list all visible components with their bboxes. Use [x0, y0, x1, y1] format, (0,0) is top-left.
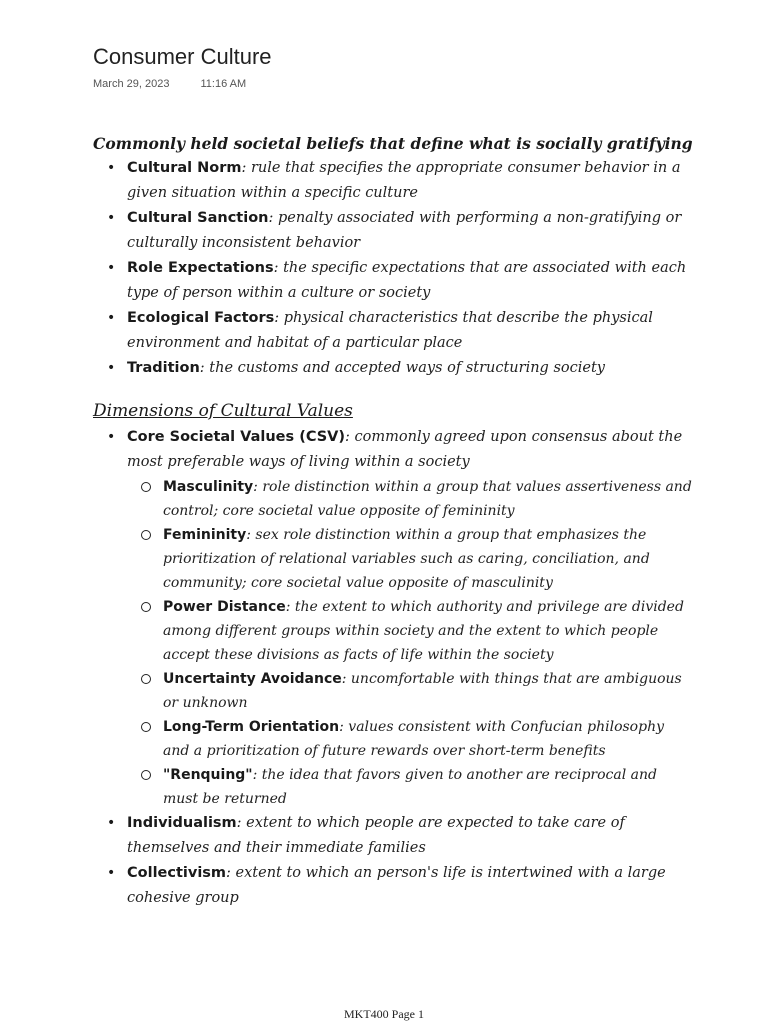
- term: Masculinity: [163, 479, 254, 495]
- definition: : the specific expectations that are associated with each type of person within a culture or society: [127, 260, 687, 301]
- definition: : penalty associated with performing a non-gratifying or culturally inconsistent behavior: [127, 210, 682, 251]
- page-footer: MKT400 Page 1: [344, 1007, 424, 1021]
- sub-list-item: [163, 763, 693, 811]
- term: Role Expectations: [127, 260, 274, 276]
- note-body: [93, 132, 693, 911]
- definition: : the idea that favors given to another are reciprocal and must be returned: [163, 767, 657, 807]
- term: Long-Term Orientation: [163, 719, 340, 735]
- section-heading-dimensions: Dimensions of Cultural Values: [93, 401, 353, 421]
- term: Individualism: [127, 815, 237, 831]
- term: Tradition: [127, 360, 200, 376]
- term: Ecological Factors: [127, 310, 275, 326]
- term: Cultural Norm: [127, 160, 242, 176]
- list-item: [127, 811, 693, 861]
- list-item: [127, 861, 693, 911]
- term: Core Societal Values (CSV): [127, 429, 346, 445]
- term: Uncertainty Avoidance: [163, 671, 342, 687]
- note-time: 11:16 AM: [200, 78, 247, 90]
- term: Collectivism: [127, 865, 227, 881]
- definition: : the extent to which authority and privilege are divided among different groups within society and the extent to which people accept these divisions as facts of life within the society: [163, 599, 684, 663]
- sub-list-item: [163, 595, 693, 667]
- list-item: [127, 356, 693, 381]
- term: Power Distance: [163, 599, 286, 615]
- definition: : uncomfortable with things that are ambiguous or unknown: [163, 671, 682, 711]
- sub-list-item: [163, 475, 693, 523]
- list-item: [127, 206, 693, 256]
- csv-sublist: [127, 475, 693, 811]
- section-heading-beliefs: Commonly held societal beliefs that define what is socially gratifying: [93, 134, 693, 153]
- note-date: March 29, 2023: [93, 78, 170, 90]
- list-item: [127, 425, 693, 811]
- page-title: Consumer Culture: [93, 44, 272, 69]
- definition: : extent to which people are expected to take care of themselves and their immediate families: [127, 815, 625, 856]
- definition: : sex role distinction within a group that emphasizes the prioritization of relational variables such as caring, conciliation, and community; core societal value opposite of masculinity: [163, 527, 650, 591]
- sub-list-item: [163, 667, 693, 715]
- term: Cultural Sanction: [127, 210, 269, 226]
- definition: : extent to which an person's life is intertwined with a large cohesive group: [127, 865, 666, 906]
- definition: : commonly agreed upon consensus about the most preferable ways of living within a society: [127, 429, 683, 470]
- sub-list-item: [163, 715, 693, 763]
- definition: : role distinction within a group that values assertiveness and control; core societal value opposite of femininity: [163, 479, 692, 519]
- list-item: [127, 306, 693, 356]
- definition: : physical characteristics that describe the physical environment and habitat of a particular place: [127, 310, 653, 351]
- term: "Renquing": [163, 767, 253, 783]
- list-item: [127, 156, 693, 206]
- definition: : values consistent with Confucian philosophy and a prioritization of future rewards over short-term benefits: [163, 719, 665, 759]
- note-timestamp: [93, 78, 246, 90]
- term: Femininity: [163, 527, 247, 543]
- sub-list-item: [163, 523, 693, 595]
- definition: : rule that specifies the appropriate consumer behavior in a given situation within a specific culture: [127, 160, 681, 201]
- beliefs-list: [93, 156, 693, 381]
- dimensions-list: [93, 425, 693, 911]
- list-item: [127, 256, 693, 306]
- definition: : the customs and accepted ways of structuring society: [199, 360, 605, 376]
